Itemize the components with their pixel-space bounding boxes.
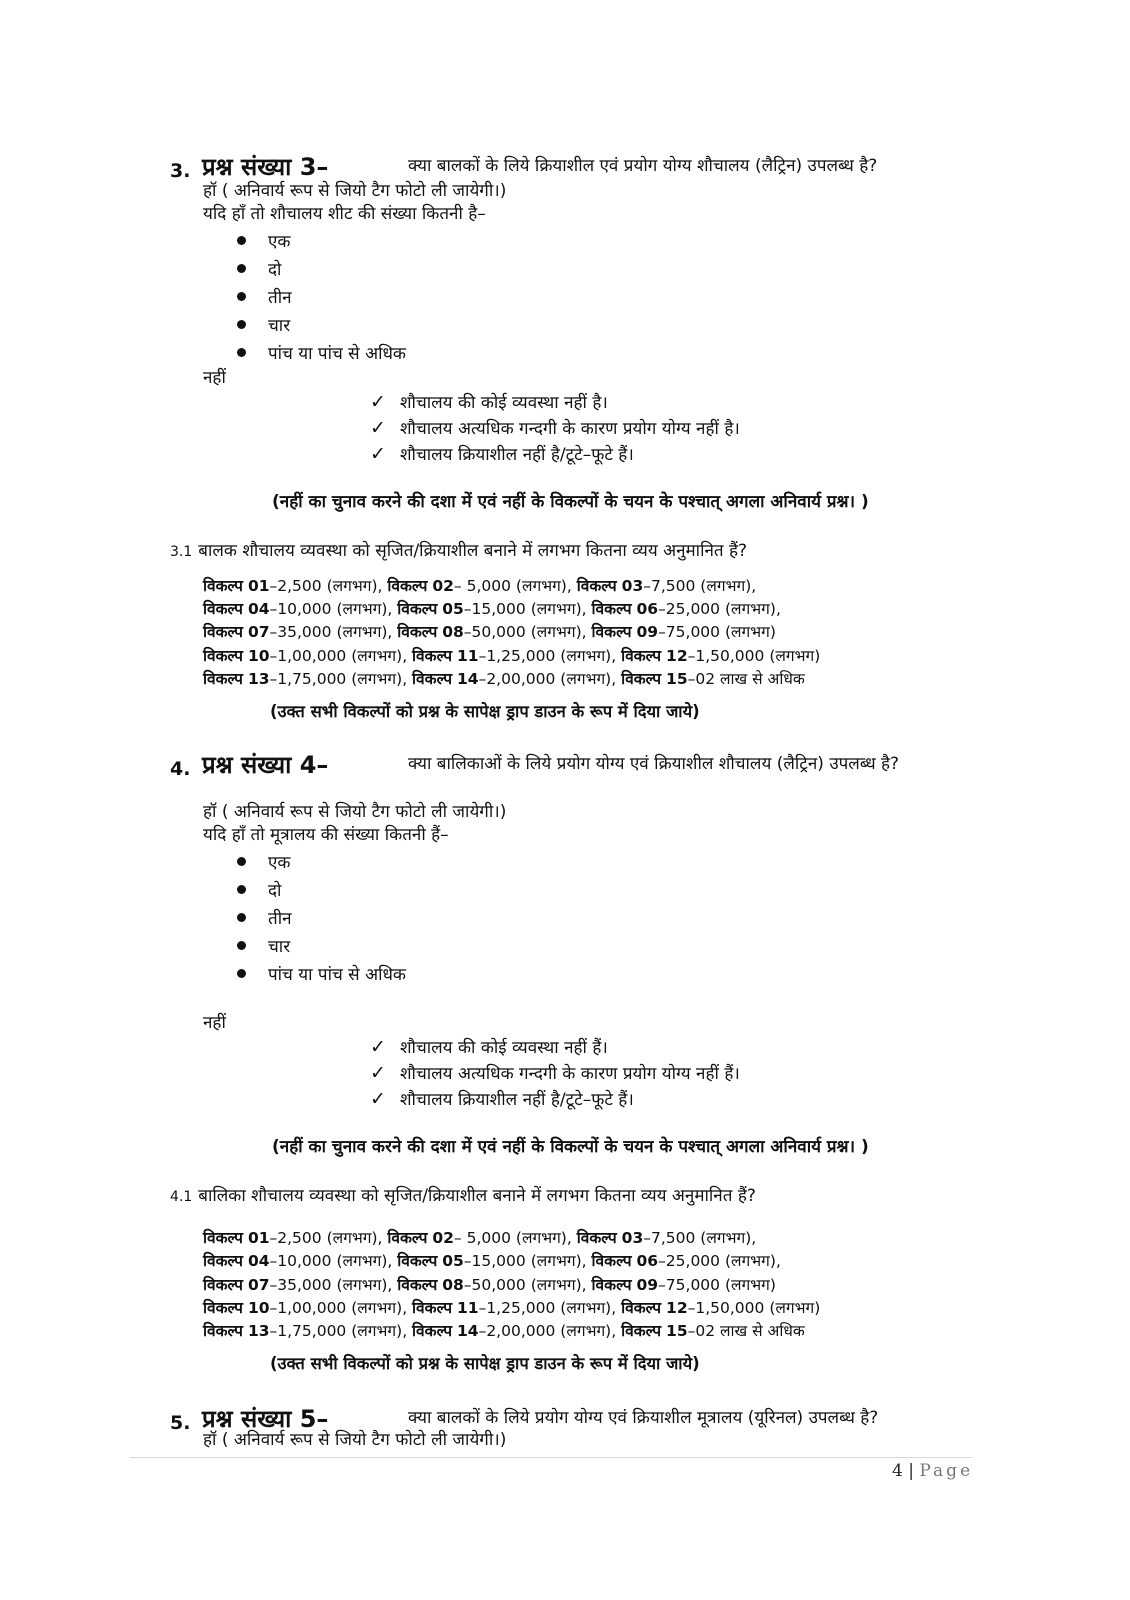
question-3-no-option: ✓ शौचालय की कोई व्यवस्था नहीं है।	[370, 391, 608, 413]
footer-divider	[130, 1457, 972, 1458]
page-label: Page	[919, 1461, 974, 1481]
question-4-title: प्रश्न संख्या 4–	[202, 751, 329, 779]
question-3-count-item: चार	[237, 314, 290, 338]
question-3-count-item: एक	[237, 230, 290, 254]
question-3-1-note: (उक्त सभी विकल्पों को प्रश्न के सापेक्ष ड्राप डाउन के रूप में दिया जाये)	[270, 702, 700, 721]
options-row: विकल्प 07–35,000 (लगभग), विकल्प 08–50,000 (लगभग), विकल्प 09–75,000 (लगभग)	[203, 1276, 776, 1294]
bullet-icon	[237, 236, 246, 245]
options-row: विकल्प 07–35,000 (लगभग), विकल्प 08–50,000 (लगभग), विकल्प 09–75,000 (लगभग)	[203, 623, 776, 641]
question-3-no-option: ✓ शौचालय अत्यधिक गन्दगी के कारण प्रयोग योग्य नहीं है।	[370, 417, 740, 439]
question-3-1: 3.1 बालक शौचालय व्यवस्था को सृजित/क्रियाशील बनाने में लगभग कितना व्यय अनुमानित हैं?	[170, 541, 748, 561]
bullet-icon	[237, 857, 246, 866]
question-3-no-option: ✓ शौचालय क्रियाशील नहीं है/टूटे–फूटे हैं।	[370, 443, 634, 465]
question-3-title: प्रश्न संख्या 3–	[202, 153, 329, 181]
question-4-count-item: चार	[237, 935, 290, 959]
question-4-count-item: दो	[237, 879, 281, 903]
question-5-yes: हॉ ( अनिवार्य रूप से जियो टैग फोटो ली जायेगी।)	[203, 1430, 507, 1450]
question-4-note: (नहीं का चुनाव करने की दशा में एवं नहीं के विकल्पों के चयन के पश्चात् अगला अनिवार्य प्रश्न। )	[272, 1137, 869, 1157]
question-3-note: (नहीं का चुनाव करने की दशा में एवं नहीं के विकल्पों के चयन के पश्चात् अगला अनिवार्य प्रश्न। )	[272, 492, 869, 512]
question-3-count-item: दो	[237, 258, 281, 282]
options-row: विकल्प 10–1,00,000 (लगभग), विकल्प 11–1,25,000 (लगभग), विकल्प 12–1,50,000 (लगभग)	[203, 647, 821, 665]
question-4-yes: हॉ ( अनिवार्य रूप से जियो टैग फोटो ली जायेगी।)	[203, 802, 507, 822]
checkmark-icon: ✓	[370, 1062, 386, 1084]
question-5-title: प्रश्न संख्या 5–	[202, 1405, 329, 1433]
options-row: विकल्प 01–2,500 (लगभग), विकल्प 02– 5,000 (लगभग), विकल्प 03–7,500 (लगभग),	[203, 577, 757, 595]
question-4-no-option: ✓ शौचालय क्रियाशील नहीं है/टूटे–फूटे हैं।	[370, 1088, 634, 1110]
question-3-count-item: तीन	[237, 286, 292, 310]
question-3-no: नहीं	[203, 368, 226, 388]
bullet-icon	[237, 348, 246, 357]
bullet-icon	[237, 885, 246, 894]
options-row: विकल्प 01–2,500 (लगभग), विकल्प 02– 5,000 (लगभग), विकल्प 03–7,500 (लगभग),	[203, 1229, 757, 1247]
checkmark-icon: ✓	[370, 417, 386, 439]
question-3-ifyes: यदि हाँ तो शौचालय शीट की संख्या कितनी है–	[203, 204, 486, 224]
question-3-number: 3.	[170, 160, 191, 182]
question-4-text: क्या बालिकाओं के लिये प्रयोग योग्य एवं क्रियाशील शौचालय (लैट्रिन) उपलब्ध है?	[408, 754, 900, 774]
question-4-count-item: पांच या पांच से अधिक	[237, 963, 406, 987]
checkmark-icon: ✓	[370, 391, 386, 413]
question-4-1: 4.1 बालिका शौचालय व्यवस्था को सृजित/क्रियाशील बनाने में लगभग कितना व्यय अनुमानित हैं?	[170, 1186, 756, 1206]
options-row: विकल्प 13–1,75,000 (लगभग), विकल्प 14–2,00,000 (लगभग), विकल्प 15–02 लाख से अधिक	[203, 1322, 805, 1340]
footer-separator: |	[908, 1461, 914, 1481]
page-number: 4	[892, 1461, 903, 1481]
page-footer	[892, 1461, 973, 1481]
question-4-1-note: (उक्त सभी विकल्पों को प्रश्न के सापेक्ष ड्राप डाउन के रूप में दिया जाये)	[270, 1354, 700, 1373]
options-row: विकल्प 10–1,00,000 (लगभग), विकल्प 11–1,25,000 (लगभग), विकल्प 12–1,50,000 (लगभग)	[203, 1299, 821, 1317]
bullet-icon	[237, 913, 246, 922]
bullet-icon	[237, 941, 246, 950]
question-4-number: 4.	[170, 758, 191, 780]
bullet-icon	[237, 969, 246, 978]
question-3-count-item: पांच या पांच से अधिक	[237, 342, 406, 366]
checkmark-icon: ✓	[370, 1088, 386, 1110]
question-3-yes: हॉ ( अनिवार्य रूप से जियो टैग फोटो ली जायेगी।)	[203, 181, 507, 201]
question-3-text: क्या बालकों के लिये क्रियाशील एवं प्रयोग योग्य शौचालय (लैट्रिन) उपलब्ध है?	[408, 156, 878, 176]
question-4-no-option: ✓ शौचालय की कोई व्यवस्था नहीं हैं।	[370, 1036, 608, 1058]
bullet-icon	[237, 264, 246, 273]
options-row: विकल्प 13–1,75,000 (लगभग), विकल्प 14–2,00,000 (लगभग), विकल्प 15–02 लाख से अधिक	[203, 670, 805, 688]
question-5-text: क्या बालकों के लिये प्रयोग योग्य एवं क्रियाशील मूत्रालय (यूरिनल) उपलब्ध है?	[408, 1408, 879, 1428]
checkmark-icon: ✓	[370, 1036, 386, 1058]
question-4-no: नहीं	[203, 1013, 226, 1033]
bullet-icon	[237, 292, 246, 301]
options-row: विकल्प 04–10,000 (लगभग), विकल्प 05–15,000 (लगभग), विकल्प 06–25,000 (लगभग),	[203, 600, 781, 618]
options-row: विकल्प 04–10,000 (लगभग), विकल्प 05–15,000 (लगभग), विकल्प 06–25,000 (लगभग),	[203, 1252, 781, 1270]
question-4-ifyes: यदि हाँ तो मूत्रालय की संख्या कितनी हैं–	[203, 825, 449, 845]
question-5-number: 5.	[170, 1412, 191, 1434]
question-4-no-option: ✓ शौचालय अत्यधिक गन्दगी के कारण प्रयोग योग्य नहीं हैं।	[370, 1062, 740, 1084]
bullet-icon	[237, 320, 246, 329]
question-4-count-item: एक	[237, 851, 290, 875]
checkmark-icon: ✓	[370, 443, 386, 465]
question-4-count-item: तीन	[237, 907, 292, 931]
